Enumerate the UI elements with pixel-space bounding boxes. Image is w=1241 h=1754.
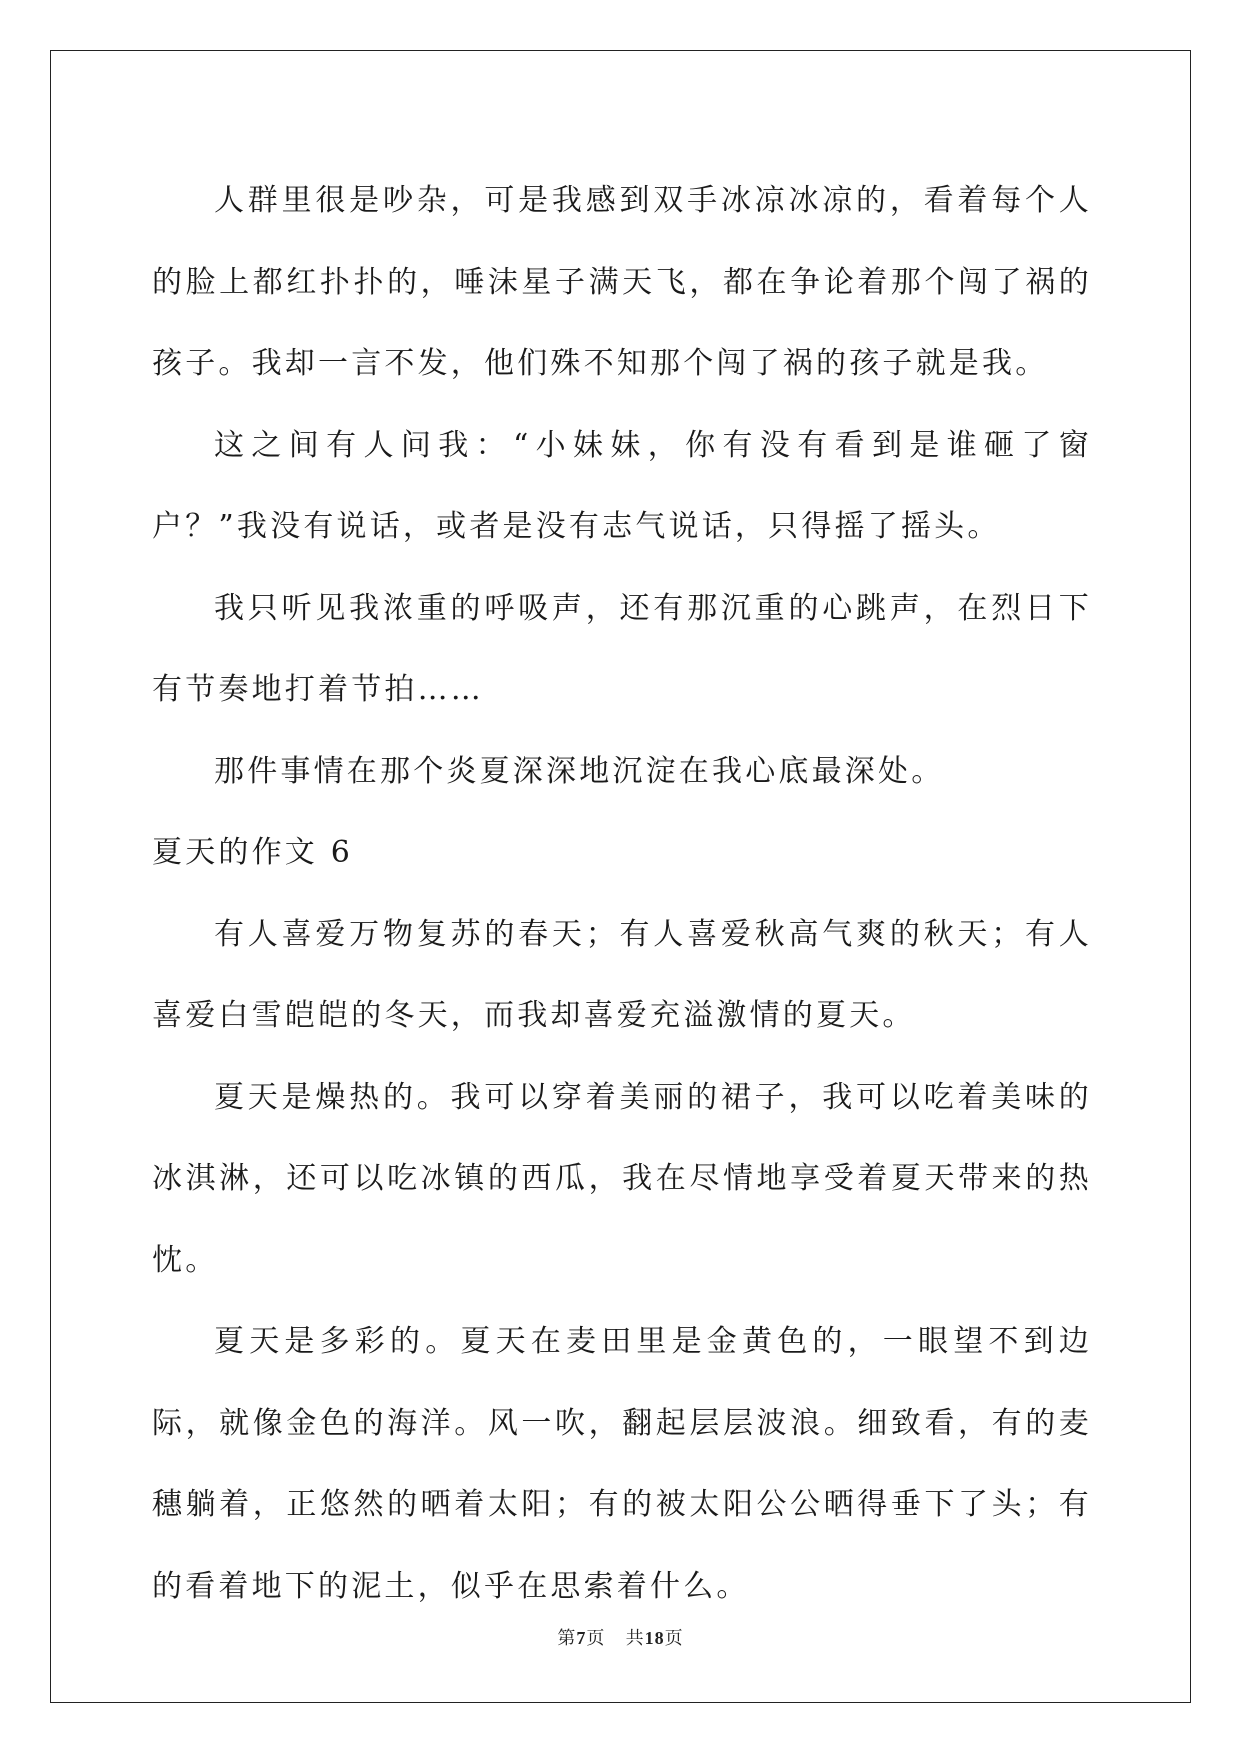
paragraph: 夏天是多彩的。夏天在麦田里是金黄色的，一眼望不到边际，就像金色的海洋。风一吹，翻起层层波浪。细致看，有的麦穗躺着，正悠然的晒着太阳；有的被太阳公公晒得垂下了头；有的看着地下的泥土，似乎在思索着什么。 <box>152 1324 1092 1604</box>
paragraph: 这之间有人问我：“小妹妹，你有没有看到是谁砸了窗户？”我没有说话，或者是没有志气说话，只得摇了摇头。 <box>152 427 1092 544</box>
footer-page-word: 页 <box>586 1628 606 1649</box>
page-footer <box>0 1624 1241 1650</box>
total-pages-number: 18 <box>644 1628 665 1648</box>
paragraph: 那件事情在那个炎夏深深地沉淀在我心底最深处。 <box>214 753 945 789</box>
section-heading: 夏天的作文 6 <box>152 835 354 870</box>
paragraph: 有人喜爱万物复苏的春天；有人喜爱秋高气爽的秋天；有人喜爱白雪皑皑的冬天，而我却喜爱充溢激情的夏天。 <box>152 916 1092 1033</box>
paragraph: 夏天是燥热的。我可以穿着美丽的裙子，我可以吃着美味的冰淇淋，还可以吃冰镇的西瓜，我在尽情地享受着夏天带来的热忱。 <box>152 1079 1092 1278</box>
current-page-number: 7 <box>576 1628 587 1648</box>
paragraph: 我只听见我浓重的呼吸声，还有那沉重的心跳声，在烈日下有节奏地打着节拍…… <box>152 590 1092 707</box>
footer-total-suffix: 页 <box>664 1628 684 1649</box>
paragraph: 人群里很是吵杂，可是我感到双手冰凉冰凉的，看着每个人的脸上都红扑扑的，唾沫星子满天飞，都在争论着那个闯了祸的孩子。我却一言不发，他们殊不知那个闯了祸的孩子就是我。 <box>152 183 1092 381</box>
footer-total-prefix: 共 <box>625 1628 645 1649</box>
document-body <box>152 160 1092 1627</box>
footer-prefix: 第 <box>557 1628 577 1649</box>
